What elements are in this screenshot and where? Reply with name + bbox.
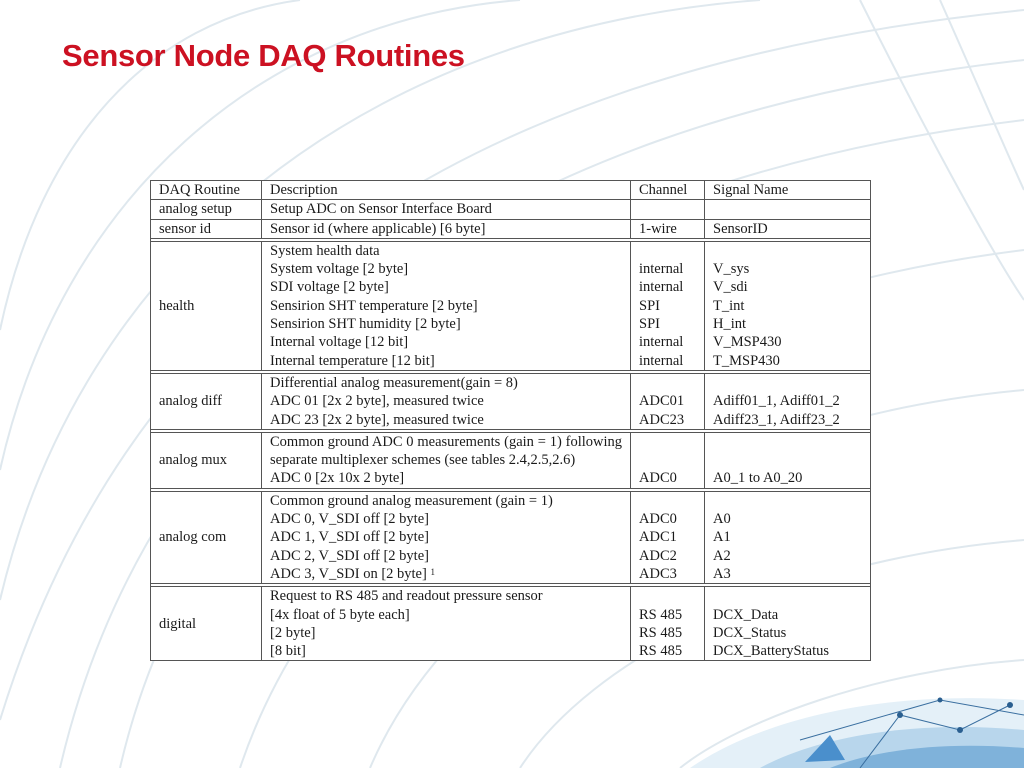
channel-cell	[631, 200, 705, 219]
channel-line: internal	[639, 279, 684, 296]
signal-cell	[705, 373, 871, 429]
channel-line: ADC0	[639, 470, 677, 487]
description-cell	[262, 432, 631, 488]
signal-line: V_sdi	[713, 279, 748, 296]
header-description: Description	[262, 181, 631, 200]
routine-cell: sensor id	[151, 219, 262, 238]
channel-line: ADC1	[639, 529, 677, 546]
table-row	[151, 491, 871, 583]
signal-cell	[705, 587, 871, 661]
description-line: ADC 23 [2x 2 byte], measured twice	[270, 411, 484, 428]
description-line: SDI voltage [2 byte]	[270, 279, 389, 296]
signal-line: H_int	[713, 316, 747, 333]
channel-line: SPI	[639, 297, 660, 314]
channel-cell	[631, 373, 705, 429]
description-line: [4x float of 5 byte each]	[270, 606, 410, 623]
channel-line: ADC01	[639, 393, 685, 410]
signal-line: DCX_BatteryStatus	[713, 643, 829, 660]
description-line: Differential analog measurement(gain = 8)	[270, 374, 518, 391]
signal-line: T_MSP430	[713, 352, 780, 369]
description-cell	[262, 587, 631, 661]
channel-line: internal	[639, 334, 684, 351]
channel-line: internal	[639, 261, 684, 278]
description-text: ADC 3, V_SDI on [2 byte]	[270, 565, 427, 582]
table-header-row	[151, 181, 871, 200]
signal-cell: SensorID	[705, 219, 871, 238]
description-cell	[262, 241, 631, 370]
table-row	[151, 587, 871, 661]
signal-line: A3	[713, 565, 731, 582]
channel-cell	[631, 432, 705, 488]
channel-cell	[631, 491, 705, 583]
description-line: [8 bit]	[270, 643, 306, 660]
table-row	[151, 241, 871, 370]
routine-cell: health	[151, 241, 262, 370]
description-line: Internal temperature [12 bit]	[270, 352, 435, 369]
description-line-with-footnote	[270, 565, 622, 583]
channel-line: ADC0	[639, 511, 677, 528]
header-signal-name: Signal Name	[705, 181, 871, 200]
channel-line: ADC23	[639, 411, 685, 428]
routine-cell: analog diff	[151, 373, 262, 429]
channel-line: SPI	[639, 316, 660, 333]
daq-table-container	[150, 180, 870, 661]
header-channel: Channel	[631, 181, 705, 200]
signal-line: A0	[713, 511, 731, 528]
signal-cell	[705, 432, 871, 488]
signal-line: A0_1 to A0_20	[713, 470, 803, 487]
channel-line: internal	[639, 352, 684, 369]
description-line: ADC 0 [2x 10x 2 byte]	[270, 470, 405, 487]
description-line: Sensirion SHT temperature [2 byte]	[270, 297, 478, 314]
signal-cell	[705, 241, 871, 370]
channel-line: RS 485	[639, 606, 683, 623]
description-line: System health data	[270, 242, 380, 259]
daq-routines-table	[150, 180, 871, 661]
table-row	[151, 219, 871, 238]
description-cell	[262, 491, 631, 583]
description-line: ADC 0, V_SDI off [2 byte]	[270, 511, 429, 528]
channel-line: RS 485	[639, 624, 683, 641]
table-row	[151, 432, 871, 488]
description-line: ADC 1, V_SDI off [2 byte]	[270, 529, 429, 546]
description-line: [2 byte]	[270, 624, 316, 641]
description-cell: Sensor id (where applicable) [6 byte]	[262, 219, 631, 238]
description-cell	[262, 373, 631, 429]
signal-line: DCX_Status	[713, 624, 787, 641]
channel-cell: 1-wire	[631, 219, 705, 238]
header-daq-routine: DAQ Routine	[151, 181, 262, 200]
signal-line: DCX_Data	[713, 606, 779, 623]
routine-cell: analog com	[151, 491, 262, 583]
description-paragraph: Common ground ADC 0 measurements (gain = 1) following separate multiplexer schemes (see tables 2.4,2.5,2.6)	[270, 433, 622, 469]
signal-line: A1	[713, 529, 731, 546]
description-line: ADC 2, V_SDI off [2 byte]	[270, 547, 429, 564]
slide-title: Sensor Node DAQ Routines	[62, 38, 465, 73]
description-line: System voltage [2 byte]	[270, 261, 409, 278]
description-cell: Setup ADC on Sensor Interface Board	[262, 200, 631, 219]
description-line: Request to RS 485 and readout pressure sensor	[270, 588, 543, 605]
footnote-mark: 1	[430, 566, 435, 577]
table-row	[151, 200, 871, 219]
signal-line: Adiff23_1, Adiff23_2	[713, 411, 840, 428]
signal-cell	[705, 200, 871, 219]
routine-cell: analog mux	[151, 432, 262, 488]
description-line: Internal voltage [12 bit]	[270, 334, 409, 351]
channel-cell	[631, 241, 705, 370]
signal-line: V_sys	[713, 261, 750, 278]
table-row	[151, 373, 871, 429]
routine-cell: analog setup	[151, 200, 262, 219]
description-line: Common ground analog measurement (gain = 1)	[270, 492, 553, 509]
description-line: ADC 01 [2x 2 byte], measured twice	[270, 393, 484, 410]
signal-line: A2	[713, 547, 731, 564]
channel-line: ADC3	[639, 565, 677, 582]
signal-line: V_MSP430	[713, 334, 782, 351]
signal-line: T_int	[713, 297, 745, 314]
routine-cell: digital	[151, 587, 262, 661]
signal-cell	[705, 491, 871, 583]
channel-cell	[631, 587, 705, 661]
channel-line: ADC2	[639, 547, 677, 564]
channel-line: RS 485	[639, 643, 683, 660]
description-line: Sensirion SHT humidity [2 byte]	[270, 316, 461, 333]
signal-line: Adiff01_1, Adiff01_2	[713, 393, 840, 410]
